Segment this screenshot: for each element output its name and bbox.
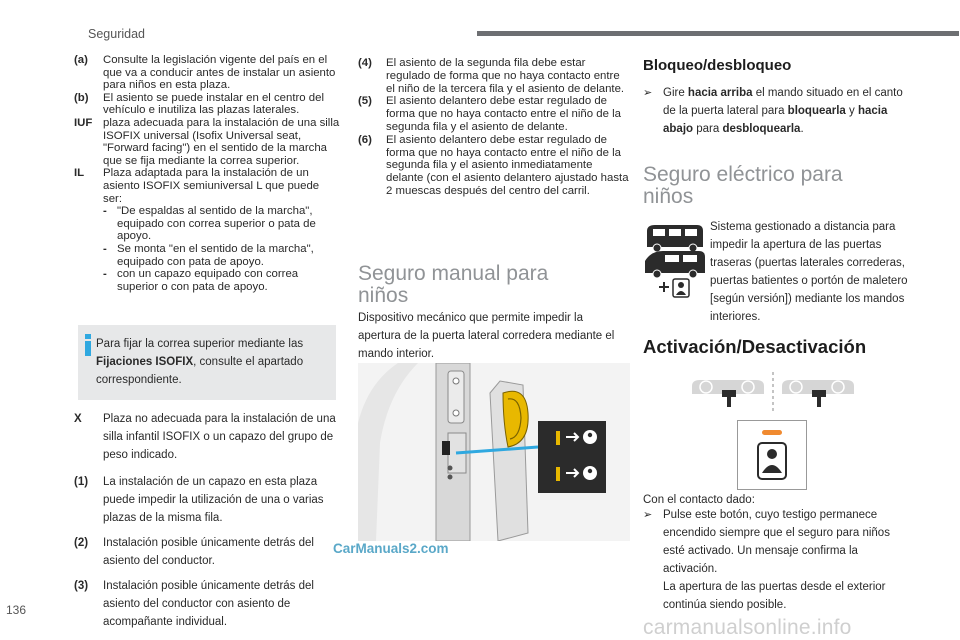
carmanuals-watermark: CarManuals2.com	[333, 541, 449, 556]
lock-unlock-heading: Bloqueo/desbloqueo	[643, 57, 792, 74]
info-text: Para fijar la correa superior mediante las Fijaciones ISOFIX, consulte el apartado correspondiente.	[96, 338, 304, 386]
section-title: Seguridad	[88, 27, 145, 41]
child-lock-icon	[738, 421, 806, 489]
van-icon	[643, 221, 707, 303]
def-il: IL Plaza adaptada para la instalación de un asiento ISOFIX semiuniversal L que puede ser:	[74, 167, 320, 205]
note-2: (2) Instalación posible únicamente detrás del asiento del conductor.	[74, 537, 314, 567]
manual-lock-heading: Seguro manual para niños	[358, 262, 549, 307]
il-option-3: - con un capazo equipado con correa superior o con pata de apoyo.	[103, 268, 299, 293]
activation-heading: Activación/Desactivación	[643, 336, 867, 357]
header-bar	[477, 31, 959, 36]
column-2	[358, 57, 630, 198]
il-option-2: - Se monta "en el sentido de la marcha", equipado con pata de apoyo.	[103, 242, 314, 268]
bullet-arrow-icon: ➢	[643, 86, 653, 99]
note-1: (1) La instalación de un capazo en esta plaza puede impedir la utilización de una o varias plazas de la misma fila.	[74, 476, 324, 524]
def-6: (6) El asiento delantero debe estar regulado de forma que no haya contacto entre el niño de la segunda fila y el asiento inmediatamente delante (con el asiento delantero ajustado hasta 2 muescas después del centro del carril.	[358, 133, 629, 197]
page-number: 136	[6, 603, 27, 617]
door-lock-illustration	[358, 363, 630, 541]
def-a: (a) Consulte la legislación vigente del país en el que va a conducir antes de instalar un asiento para niños en esta plaza.	[74, 54, 336, 92]
def-iuf: IUF plaza adecuada para la instalación de una silla ISOFIX universal (Isofix Universal seat, "Forward facing") en el sentido de la marcha que se fija mediante la correa superior.	[74, 116, 340, 167]
contact-label: Con el contacto dado:	[643, 494, 755, 506]
il-option-1: - "De espaldas al sentido de la marcha", equipado con correa superior o pata de apoyo.	[103, 205, 316, 243]
info-icon	[84, 334, 92, 356]
steering-wheel-icon	[690, 372, 862, 412]
column-1	[74, 54, 340, 293]
def-4: (4) El asiento de la segunda fila debe estar regulado de forma que no haya contacto entre el niño de la tercera fila y el asiento de delante.	[358, 57, 625, 95]
site-watermark: carmanualsonline.info	[643, 616, 852, 639]
note-x: X Plaza no adecuada para la instalación de una silla infantil ISOFIX o un capazo del grupo de peso indicado.	[74, 413, 336, 461]
electric-lock-text: Sistema gestionado a distancia para impedir la apertura de las puertas traseras (puertas laterales correderas, puertas batientes o portón de maletero [según versión]) mediante los mandos interiores.	[710, 221, 908, 323]
contact-instruction: ➢ Pulse este botón, cuyo testigo permanece encendido siempre que el seguro para niños esté activado. Un mensaje confirma la activación. La apertura de las puertas desde el exterior continúa siendo posible.	[643, 506, 905, 614]
lock-instruction: ➢ Gire hacia arriba el mando situado en el canto de la puerta lateral para bloquearla y hacia abajo para desbloquearla.	[643, 84, 905, 138]
def-b: (b) El asiento se puede instalar en el centro del vehículo e inutiliza las plazas laterales.	[74, 91, 324, 117]
def-5: (5) El asiento delantero debe estar regulado de forma que no haya contacto entre el niño de la segunda fila y el asiento de delante.	[358, 95, 621, 133]
door-lock-drawing	[358, 363, 630, 541]
child-lock-button[interactable]	[737, 420, 807, 490]
notes-list	[74, 410, 336, 631]
vehicle-icons	[643, 221, 707, 303]
electric-lock-heading: Seguro eléctrico para niños	[643, 163, 843, 208]
manual-lock-text: Dispositivo mecánico que permite impedir la apertura de la puerta lateral corredera mediante el mando interior.	[358, 312, 615, 360]
steering-wheel-icons	[690, 372, 862, 412]
note-3: (3) Instalación posible únicamente detrás del asiento del conductor con asiento de acompañante individual.	[74, 580, 314, 628]
bullet-arrow-icon: ➢	[643, 508, 653, 521]
info-box	[78, 325, 336, 400]
